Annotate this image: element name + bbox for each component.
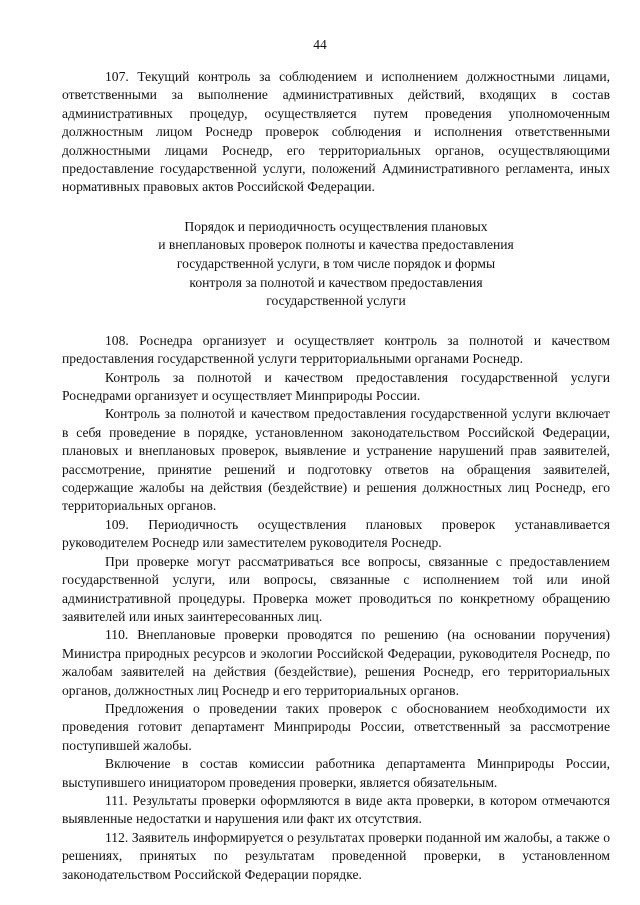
paragraph-109: 109. Периодичность осуществления плановых проверок устанавливается руководителем Роснедр или заместителем руководителя Роснедр.	[62, 516, 610, 551]
page-number: 44	[313, 37, 327, 52]
paragraph: Контроль за полнотой и качеством предоставления государственной услуги включает в себя проведение в порядке, установленном законодательством Российской Федерации, плановых и внеплановых проверок, выявление и устранение нарушений прав заявителей, рассмотрение, принятие решений и подготовку ответов на обращения заявителей, содержащие жалобы на действия (бездействие) и решения должностных лиц Роснедр, его территориальных органов.	[62, 406, 610, 514]
paragraph-112: 112. Заявитель информируется о результатах проверки поданной им жалобы, а также о решениях, принятых по результатам проведенной проверки, в установленном законодательством Российской Федерации порядке.	[62, 829, 610, 882]
document-body	[62, 68, 610, 884]
heading-line: Порядок и периодичность осуществления плановых	[184, 218, 488, 234]
paragraph: Включение в состав комиссии работника департамента Минприроды России, выступившего инициатором проведения проверки, является обязательным.	[62, 756, 610, 790]
paragraph: Контроль за полнотой и качеством предоставления государственной услуги Роснедрами организует и осуществляет Минприроды России.	[62, 369, 610, 404]
section-heading	[62, 218, 610, 311]
paragraph-108: 108. Роснедра организует и осуществляет контроль за полнотой и качеством предоставления государственной услуги территориальными органами Роснедр.	[62, 332, 610, 367]
heading-line: и внеплановых проверок полноты и качества предоставления	[158, 237, 514, 253]
paragraph: Предложения о проведении таких проверок с обоснованием необходимости их проведения готовит департамент Минприроды России, ответственный за рассмотрение поступившей жалобы.	[62, 700, 610, 753]
heading-line: государственной услуги, в том числе порядок и формы	[176, 256, 496, 272]
heading-line: государственной услуги	[266, 293, 406, 309]
paragraph-111: 111. Результаты проверки оформляются в виде акта проверки, в котором отмечаются выявленные недостатки и нарушения или факт их отсутствия.	[62, 792, 610, 827]
paragraph: При проверке могут рассматриваться все вопросы, связанные с предоставлением государственной услуги, или вопросы, связанные с исполнением той или иной административной процедуры. Проверка может проводиться по конкретному обращению заявителей или иных заинтересованных лиц.	[62, 553, 610, 624]
paragraph-107: 107. Текущий контроль за соблюдением и исполнением должностными лицами, ответственными за выполнение административных действий, входящих в состав административных процедур, осуществляется путем проведения уполномоченным должностным лицом Роснедр проверок соблюдения и исполнения ответственными должностными лицами Роснедр, его территориальных органов, осуществляющими предоставление государственной услуги, положений Административного регламента, иных нормативных правовых актов Российской Федерации.	[62, 69, 610, 195]
heading-line: контроля за полнотой и качеством предоставления	[189, 274, 483, 290]
paragraph-110: 110. Внеплановые проверки проводятся по решению (на основании поручения) Министра природных ресурсов и экологии Российской Федерации, руководителя Роснедр, по жалобам заявителей на действия (бездействие), решения Роснедр, его территориальных органов, должностных лиц Роснедр и его территориальных органов.	[62, 627, 610, 698]
